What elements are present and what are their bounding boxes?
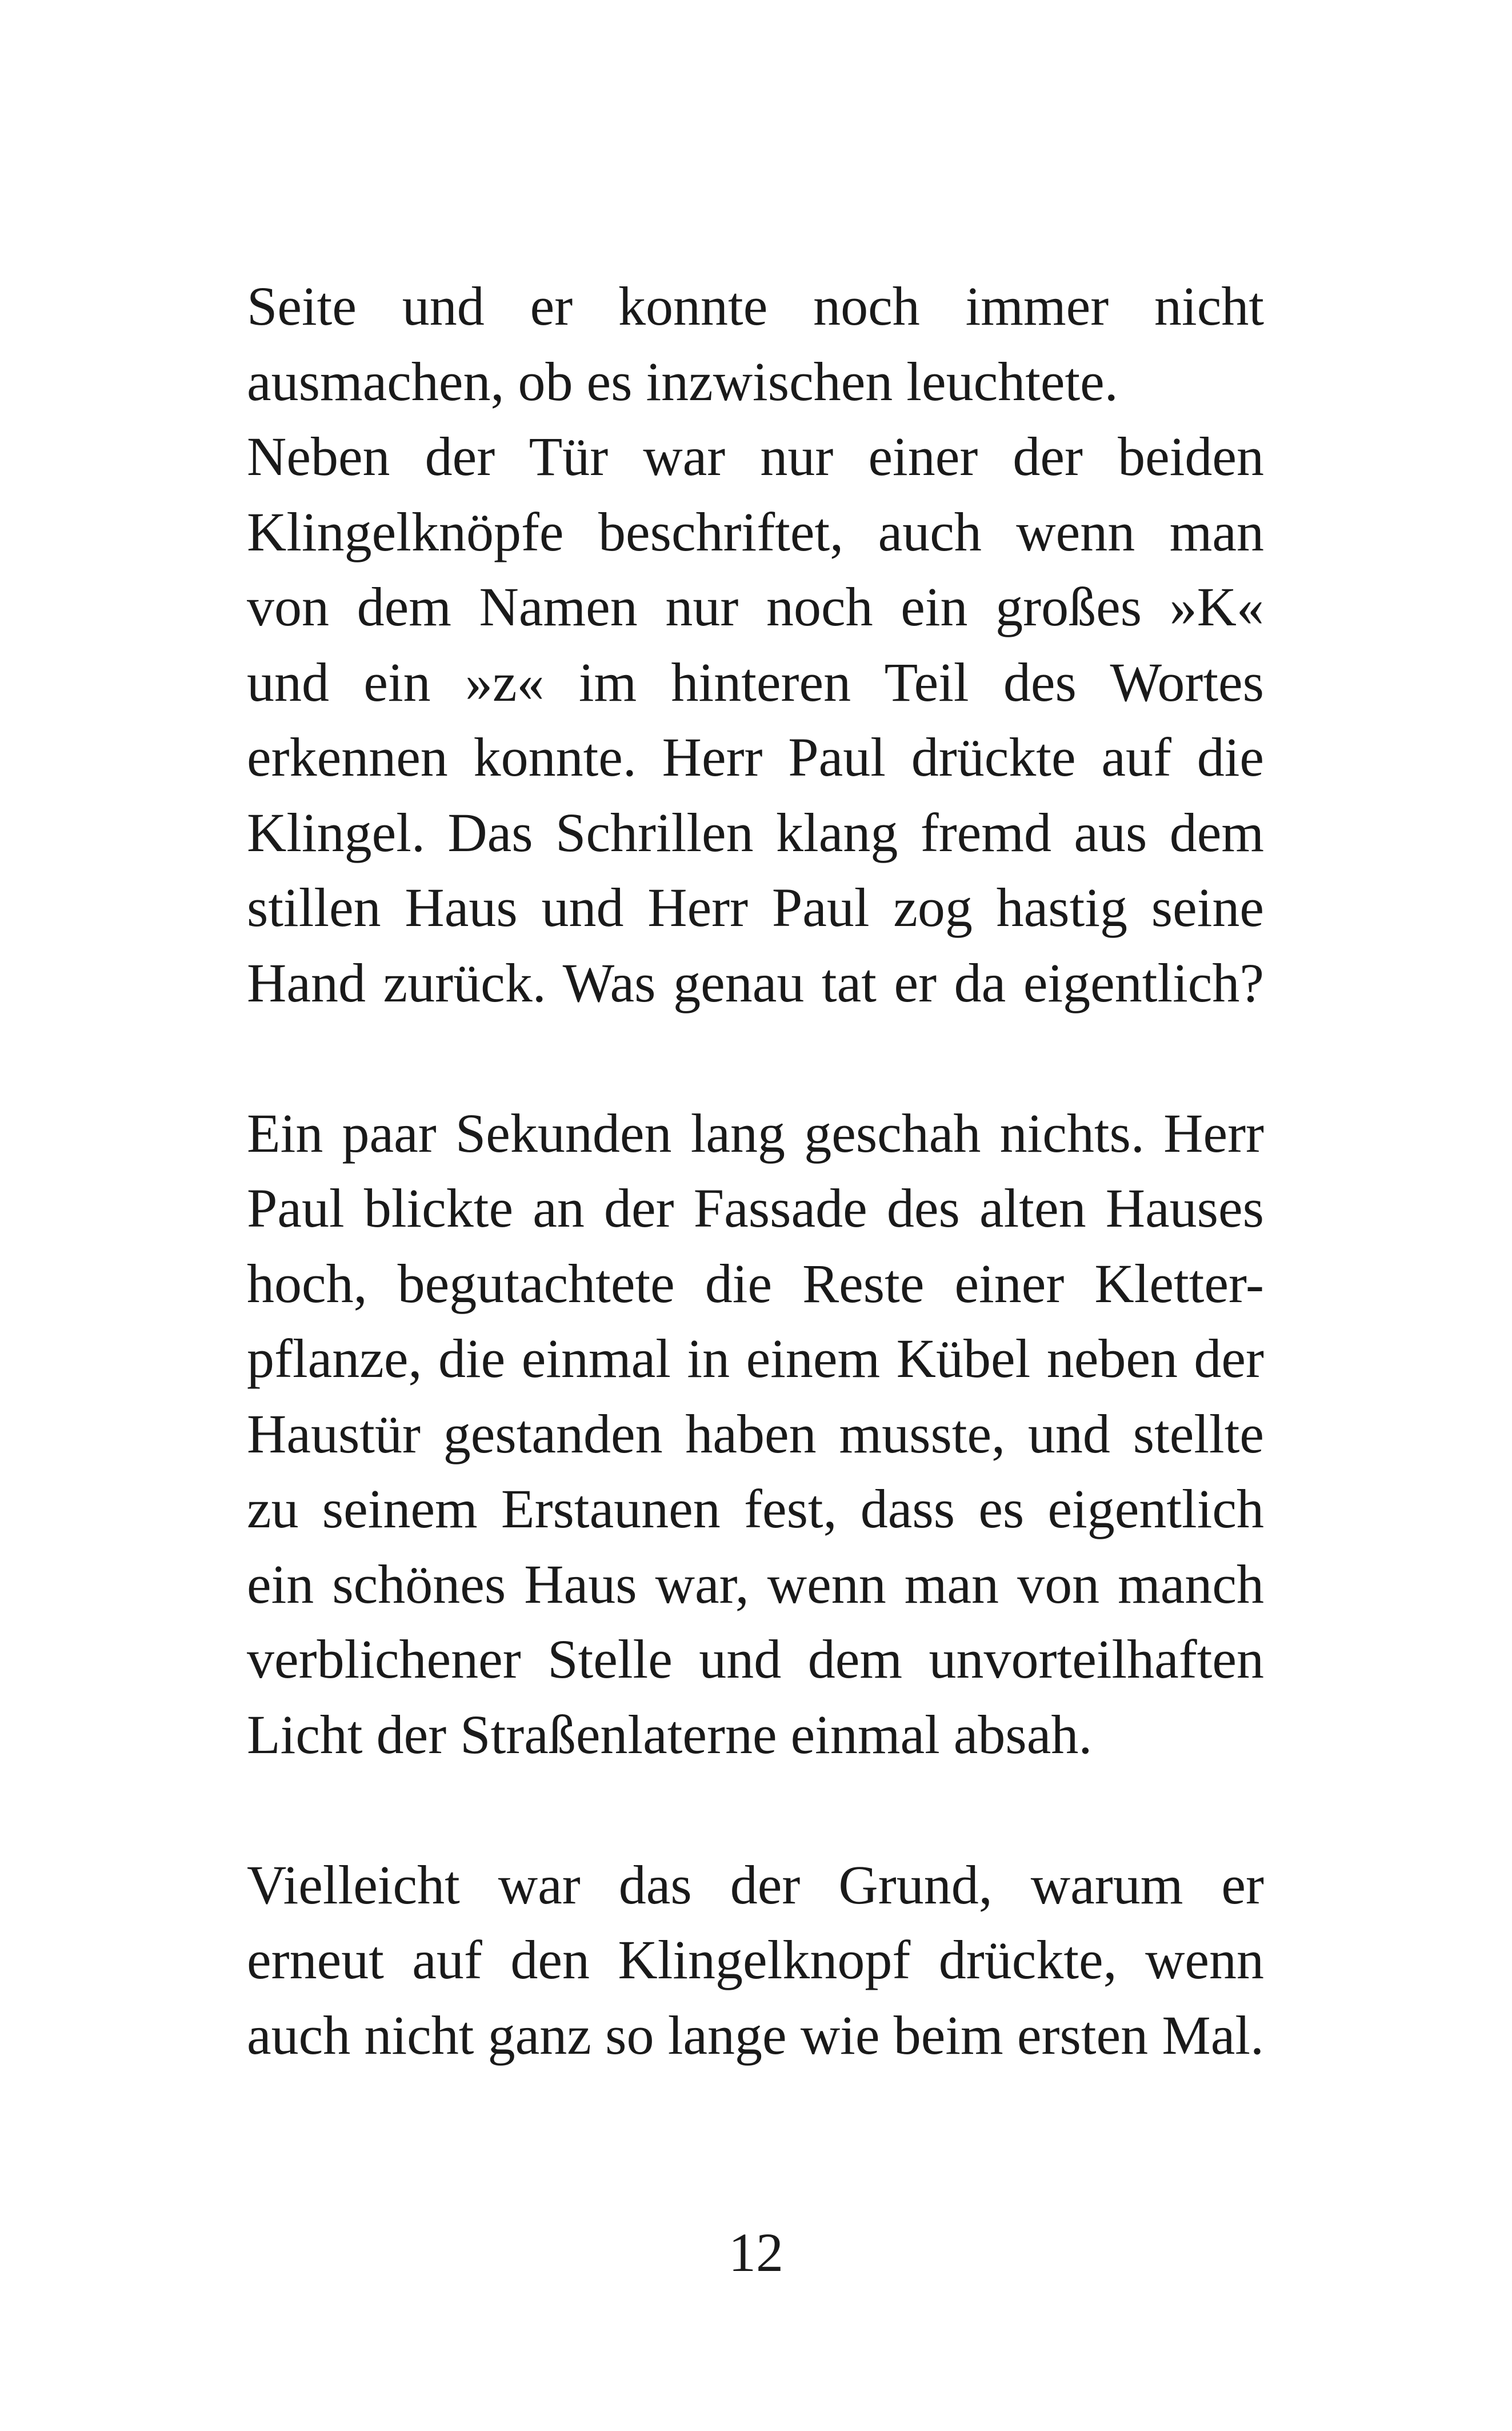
text-line: Klingel. Das Schrillen klang fremd aus dem	[247, 801, 1264, 863]
text-line: zu seinem Erstaunen fest, dass es eigentlich	[247, 1478, 1264, 1539]
text-line: Hand zurück. Was genau tat er da eigentlich?	[247, 952, 1264, 1013]
text-line: stillen Haus und Herr Paul zog hastig seine	[247, 877, 1264, 938]
text-line: Vielleicht war das der Grund, warum er	[247, 1854, 1264, 1915]
body-text	[247, 269, 1264, 2073]
paragraph-1	[247, 269, 1264, 1020]
text-line: auch nicht ganz so lange wie beim ersten Mal.	[247, 2004, 1264, 2066]
text-line: Neben der Tür war nur einer der beiden	[247, 426, 1264, 487]
paragraph-3	[247, 1847, 1264, 2073]
text-line: Haustür gestanden haben musste, und stellte	[247, 1403, 1264, 1464]
text-line: Paul blickte an der Fassade des alten Hauses	[247, 1177, 1264, 1239]
text-line: von dem Namen nur noch ein großes »K«	[247, 576, 1264, 637]
text-line: ein schönes Haus war, wenn man von manch	[247, 1553, 1264, 1615]
paragraph-2	[247, 1096, 1264, 1773]
text-line: pflanze, die einmal in einem Kübel neben der	[247, 1328, 1264, 1389]
text-line: ausmachen, ob es inzwischen leuchtete.	[247, 350, 1118, 412]
text-line: Seite und er konnte noch immer nicht	[247, 276, 1264, 337]
page-number: 12	[729, 2222, 783, 2283]
paragraph-gap	[247, 1020, 1264, 1096]
text-line: Ein paar Sekunden lang geschah nichts. Herr	[247, 1102, 1264, 1164]
paragraph-gap	[247, 1772, 1264, 1847]
text-line: verblichener Stelle und dem unvorteilhaften	[247, 1628, 1264, 1690]
text-line: Licht der Straßenlaterne einmal absah.	[247, 1703, 1093, 1765]
text-line: hoch, begutachtete die Reste einer Kletter-	[247, 1252, 1264, 1314]
text-line: Klingelknöpfe beschriftet, auch wenn man	[247, 501, 1264, 562]
text-line: erneut auf den Klingelknopf drückte, wenn	[247, 1929, 1264, 1990]
text-line: und ein »z« im hinteren Teil des Wortes	[247, 651, 1264, 713]
text-line: erkennen konnte. Herr Paul drückte auf die	[247, 726, 1264, 788]
